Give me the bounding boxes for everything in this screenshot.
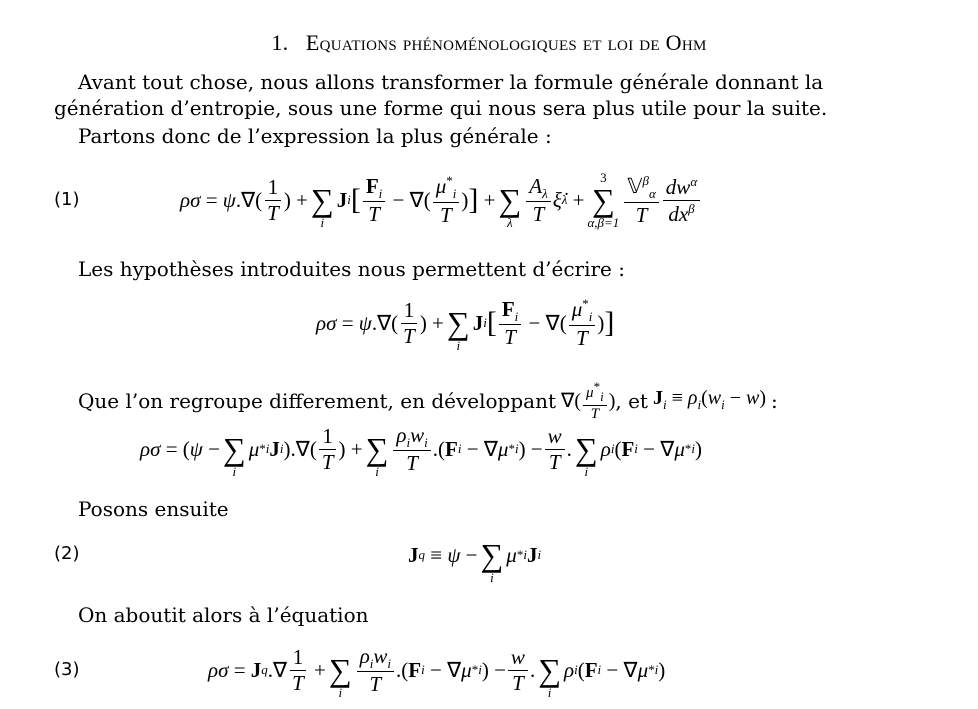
equation-3: ρσ = J q .∇ $\frac{1}{T}$ + ∑ i $\frac{\rho_iw_i}{T}$ .( F i − ∇ μ * i ) − $\frac{w}{T}$ . ∑ i ρ i ( F i − ∇ μ * i ) xyxy=(208,643,666,700)
paragraph-4-mid: , et xyxy=(615,388,648,413)
paragraph-4-start: Que l’on regroupe differement, en développant xyxy=(78,388,556,413)
section-heading: Equations phénoménologiques et loi de Ohm xyxy=(305,30,707,55)
equation-number-1: (1) xyxy=(54,189,80,210)
paragraph-3: Les hypothèses introduites nous permettent d’écrire : xyxy=(78,257,625,281)
section-number: 1. xyxy=(271,30,289,55)
equation-number-3: (3) xyxy=(54,659,80,680)
paragraph-4: Que l’on regroupe differement, en développant ∇( $\frac{\mu^*_i}{T}$ ) , et $J_i \equiv \rho_i(w_i - w)$ : xyxy=(78,379,778,422)
equation-entropy-reduced: ρσ = ψ .∇( $\frac{1}{T}$ ) + ∑ i J i [ $\frac{F_i}{T}$ − ∇( $\frac{\mu^*_i}{T}$ ) ] xyxy=(316,296,615,353)
paragraph-2: Partons donc de l’expression la plus générale : xyxy=(78,124,552,148)
section-title xyxy=(0,30,978,56)
paragraph-4-end: : xyxy=(771,388,778,413)
paragraph-1-line-1: Avant tout chose, nous allons transformer la formule générale donnant la xyxy=(78,70,824,94)
paragraph-5: Posons ensuite xyxy=(78,497,229,521)
paragraph-1-line-2: génération d’entropie, sous une forme qui nous sera plus utile pour la suite. xyxy=(54,96,828,120)
equation-1: ρσ = ψ .∇( $\frac{1}{T}$ ) + ∑ i J i [ $\frac{F_i}{T}$ − ∇( $\frac{\mu^*_i}{T}$ ) ] + ∑ λ $\frac{A_\lambda}{T}$ ξ̇ λ + 3 ∑ α,β=1 $\frac{𝕍^\beta_\alpha}{T}$ $\frac{dw^\alpha}{dx^\beta}$ xyxy=(180,160,702,240)
equation-number-2: (2) xyxy=(54,543,80,564)
paragraph-6: On aboutit alors à l’équation xyxy=(78,603,369,627)
equation-2: J q ≡ ψ − ∑ i μ * i J i xyxy=(408,537,542,585)
equation-entropy-regrouped: ρσ = ( ψ − ∑ i μ * i J i ).∇( $\frac{1}{T}$ ) + ∑ i $\frac{\rho_iw_i}{T}$ .( F i − ∇ μ * i ) − $\frac{w}{T}$ . ∑ i ρ i ( F i − ∇ μ * i ) xyxy=(140,422,702,479)
